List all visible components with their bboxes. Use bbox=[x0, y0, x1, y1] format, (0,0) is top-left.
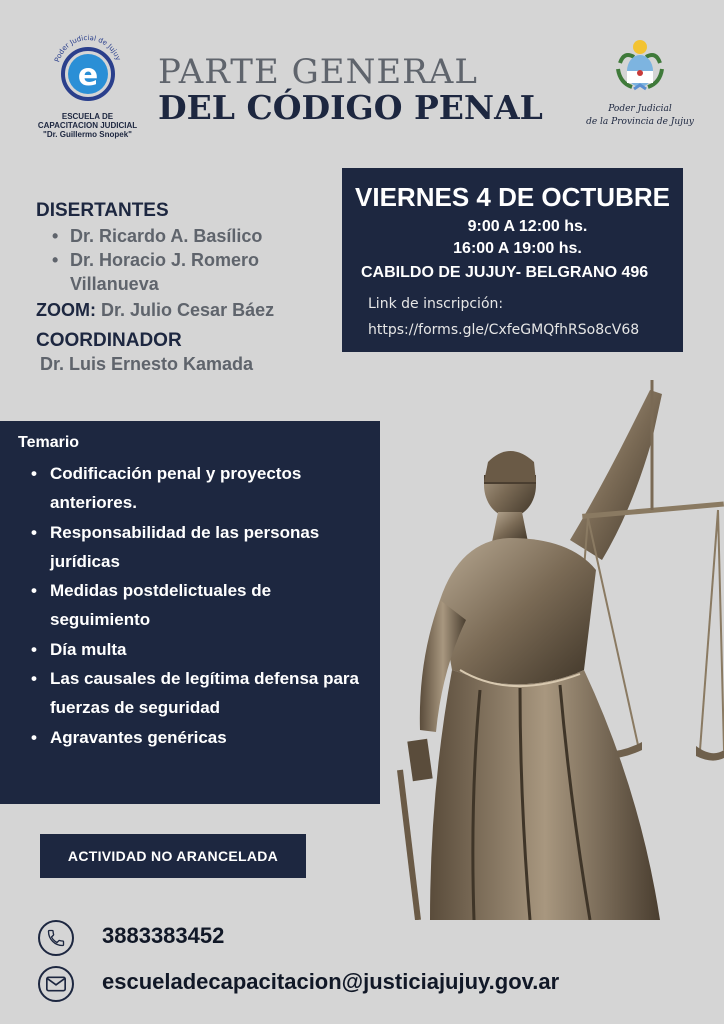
school-line-3: "Dr. Guillermo Snopek" bbox=[43, 130, 132, 139]
event-time-afternoon: 16:00 A 19:00 hs. bbox=[453, 240, 582, 257]
caption-line-2: de la Provincia de Jujuy bbox=[586, 117, 694, 127]
coat-of-arms-icon bbox=[610, 35, 670, 95]
school-line-1: ESCUELA DE bbox=[61, 112, 114, 121]
event-date: VIERNES 4 DE OCTUBRE bbox=[355, 182, 670, 212]
topics-list bbox=[30, 459, 380, 752]
event-time-morning: 9:00 A 12:00 hs. bbox=[467, 218, 588, 235]
topic-item: • Medidas postdelictuales de seguimiento bbox=[30, 576, 360, 635]
event-info-box bbox=[342, 168, 683, 352]
title-line-1: PARTE GENERAL bbox=[158, 52, 478, 92]
title-line-2: DEL CÓDIGO PENAL bbox=[158, 88, 543, 127]
envelope-icon bbox=[38, 966, 74, 1002]
topic-item: • Responsabilidad de las personas jurídicas bbox=[30, 518, 360, 577]
email-address[interactable]: escueladecapacitacion@justiciajujuy.gov.ar bbox=[102, 969, 560, 994]
phone-icon bbox=[38, 920, 74, 956]
topics-box bbox=[0, 421, 380, 804]
svg-text:Poder Judicial de Jujuy: Poder Judicial de Jujuy bbox=[52, 33, 122, 64]
zoom-label: ZOOM: bbox=[36, 300, 96, 320]
page-title bbox=[158, 54, 543, 126]
topic-item: • Día multa bbox=[30, 635, 360, 664]
topic-item: • Las causales de legítima defensa para fuerzas de seguridad bbox=[30, 664, 360, 723]
school-name bbox=[20, 112, 155, 139]
free-activity-badge: ACTIVIDAD NO ARANCELADA bbox=[40, 834, 306, 878]
event-place: CABILDO DE JUJUY- BELGRANO 496 bbox=[361, 264, 649, 281]
svg-text:e: e bbox=[77, 58, 98, 93]
judicial-power-logo bbox=[580, 35, 700, 129]
zoom-speaker: Dr. Julio Cesar Báez bbox=[101, 300, 275, 320]
school-emblem-icon bbox=[48, 30, 128, 110]
speaker-item: • Dr. Ricardo A. Basílico bbox=[50, 224, 336, 248]
caption-line-1: Poder Judicial bbox=[608, 104, 672, 114]
judicial-power-caption bbox=[580, 103, 700, 129]
coordinator-heading: COORDINADOR bbox=[36, 330, 182, 351]
speaker-item: • Dr. Horacio J. Romero Villanueva bbox=[50, 248, 336, 296]
topic-item: • Codificación penal y proyectos anteriores. bbox=[30, 459, 360, 518]
speakers-list bbox=[50, 224, 336, 296]
phone-number[interactable]: 3883383452 bbox=[102, 923, 225, 948]
speakers-heading: DISERTANTES bbox=[36, 200, 169, 221]
school-logo bbox=[20, 30, 155, 139]
zoom-line bbox=[36, 298, 336, 322]
coordinator-name: Dr. Luis Ernesto Kamada bbox=[40, 354, 254, 374]
topics-heading: Temario bbox=[18, 434, 80, 451]
registration-label: Link de inscripción: bbox=[368, 296, 504, 312]
topic-item: • Agravantes genéricas bbox=[30, 723, 360, 752]
speakers-section bbox=[36, 200, 336, 376]
registration-link[interactable]: https://forms.gle/CxfeGMQfhRSo8cV68 bbox=[368, 322, 640, 338]
school-line-2: CAPACITACION JUDICIAL bbox=[37, 121, 138, 130]
lady-justice-statue-image bbox=[370, 370, 724, 920]
